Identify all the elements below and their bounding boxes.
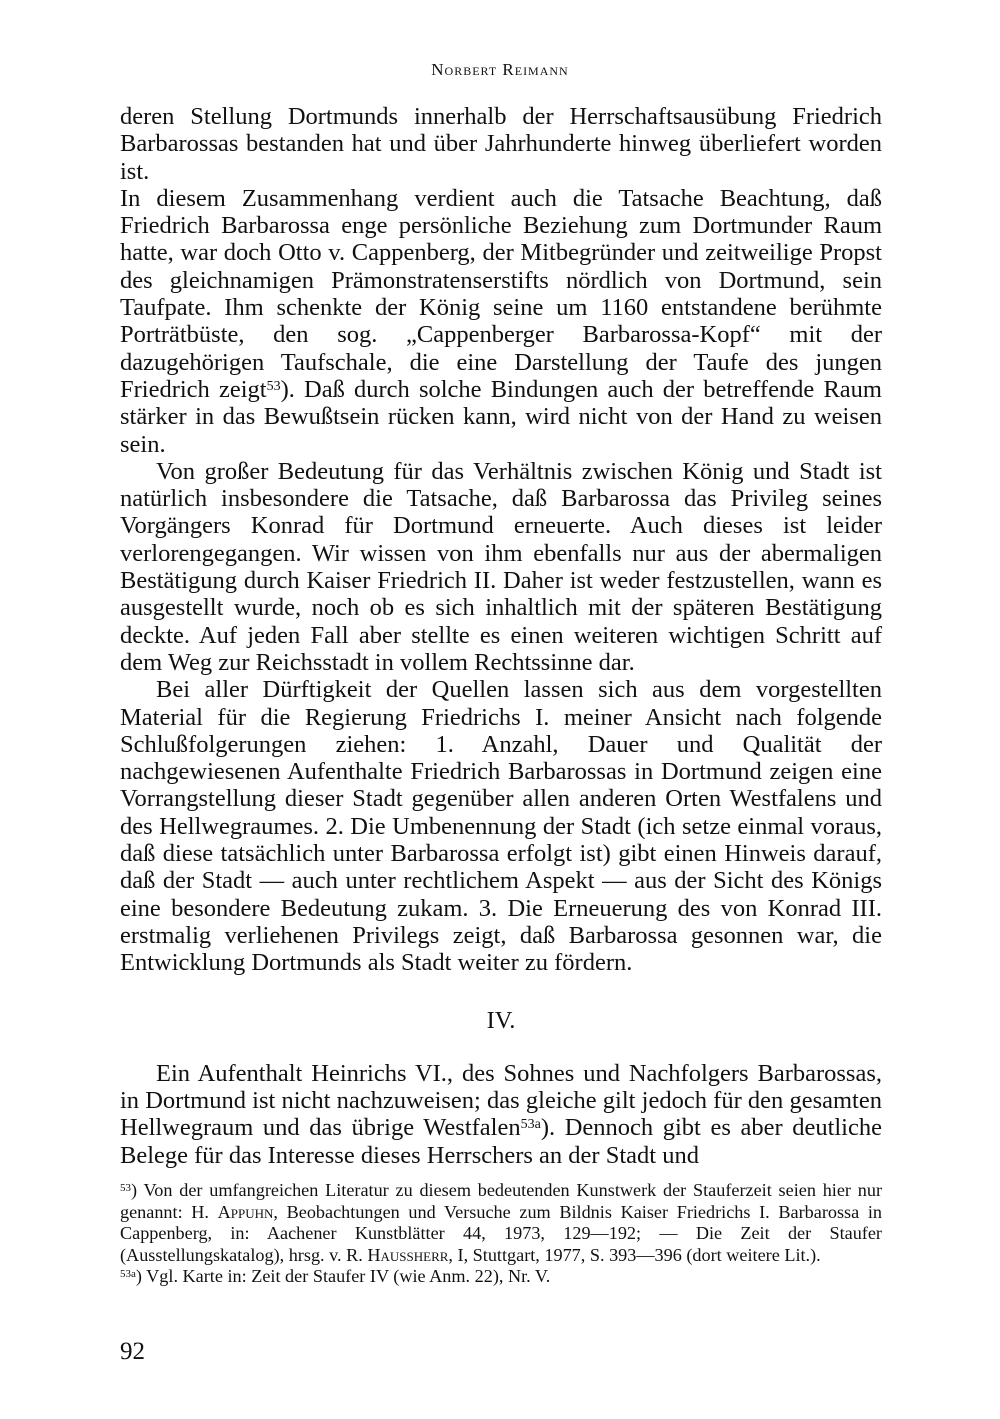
- footnote-text: ) Vgl. Karte in: Zeit der Staufer IV (wie Anm. 22), Nr. V.: [135, 1266, 551, 1287]
- footnote-author: Haussherr: [367, 1244, 449, 1265]
- paragraph-text: Bei aller Dürftigkeit der Quellen lassen sich aus dem vorgestellten Material für die Regierung Friedrichs I. meiner Ansicht nach folgende Schlußfolgerungen ziehen: 1. Anzahl, Dauer und Qualität der nachgewiesenen Aufenthalte Friedrich Barbarossas in Dortmund zeigen eine Vorrangstellung dieser Stadt gegenüber allen anderen Orten Westfalens und des Hellwegraumes. 2. Die Umbenennung der Stadt (ich setze einmal voraus, daß diese tatsächlich unter Barbarossa erfolgt ist) gibt einen Hinweis darauf, daß der Stadt — auch unter rechtlichem Aspekt — aus der Sicht des Königs eine besondere Bedeutung zukam. 3. Die Erneuerung des von Konrad III. erstmalig verliehenen Privilegs zeigt, daß Barbarossa gesonnen war, die Entwicklung Dortmunds als Stadt weiter zu fördern.: [120, 676, 882, 977]
- footnote-reference: 53: [266, 378, 281, 394]
- paragraph-5: [120, 1060, 882, 1169]
- paragraph-text: Von großer Bedeutung für das Verhältnis zwischen König und Stadt ist natürlich insbesondere die Tatsache, daß Barbarossa das Privileg seines Vorgängers Konrad für Dortmund erneuerte. Auch dieses ist leider verlorengegangen. Wir wissen von ihm ebenfalls nur aus der abermaligen Bestätigung durch Kaiser Friedrich II. Daher ist weder festzustellen, wann es ausgestellt wurde, noch ob es sich inhaltlich mit der späteren Bestätigung deckte. Auf jeden Fall aber stellte es einen weiteren wichtigen Schritt auf dem Weg zur Reichsstadt in vollem Rechtssinne dar.: [120, 457, 882, 676]
- paragraph-text-continued: ). Daß durch solche Bindungen auch der betreffende Raum stärker in das Bewußtsein rücken kann, wird nicht von der Hand zu weisen sein.: [120, 375, 882, 458]
- footnote-text: , Beobachtungen und Versuche zum Bildnis Kaiser Friedrichs I. Barbarossa in Cappenberg, in: Aachener Kunstblätter 44, 1973, 129—192; — Die Zeit der Staufer (Ausstellungskatalog), hrsg. v. R.: [120, 1201, 883, 1265]
- footnote-marker: 53a: [120, 1268, 136, 1281]
- footnote-reference: 53a: [520, 1117, 541, 1133]
- footnote-marker: 53: [120, 1182, 131, 1194]
- paragraph-text: deren Stellung Dortmunds innerhalb der Herrschaftsausübung Friedrich Barbarossas bestanden hat und über Jahrhunderte hinweg überliefert worden ist.: [120, 103, 882, 185]
- paragraph-text: Ein Aufenthalt Heinrichs VI., des Sohnes und Nachfolgers Barbarossas, in Dortmund ist nicht nachzuweisen; das gleiche gilt jedoch für den gesamten Hellwegraum und das übrige Westfalen: [120, 1059, 882, 1142]
- section-heading: IV.: [486, 1006, 516, 1034]
- paragraph-4: [120, 676, 882, 976]
- footnote-text: ) Von der umfangreichen Literatur zu diesem bedeutenden Kunstwerk der Stauferzeit seien hier nur genannt: H.: [120, 1180, 882, 1222]
- paragraph-text: In diesem Zusammenhang verdient auch die Tatsache Beachtung, daß Friedrich Barbarossa enge persönliche Beziehung zum Dortmunder Raum hatte, war doch Otto v. Cappenberg, der Mitbegründer und zeitweilige Propst des gleichnamigen Prämonstratenserstifts nördlich von Dortmund, sein Taufpate. Ihm schenkte der König seine um 1160 entstandene berühmte Porträtbüste, den sog. „Cappenberger Barbarossa-Kopf“ mit der dazugehörigen Taufschale, die eine Darstellung der Taufe des jungen Friedrich zeigt: [120, 184, 882, 403]
- paragraph-3: [120, 458, 882, 676]
- paragraph-2: [120, 185, 882, 458]
- footnote-53a: [120, 1266, 882, 1288]
- footnote-text: , I, Stuttgart, 1977, S. 393—396 (dort weitere Lit.).: [448, 1244, 821, 1265]
- paragraph-1: [120, 103, 882, 185]
- running-head: Norbert Reimann: [431, 60, 569, 79]
- page-number: 92: [120, 1338, 145, 1365]
- footnotes: [120, 1180, 882, 1288]
- paragraph-text-continued: ). Dennoch gibt es aber deutliche Belege für das Interesse dieses Herrschers an der Stadt und: [120, 1114, 882, 1169]
- main-text: [120, 103, 882, 1169]
- footnote-53: [120, 1180, 882, 1266]
- footnote-author: Appuhn: [217, 1201, 274, 1222]
